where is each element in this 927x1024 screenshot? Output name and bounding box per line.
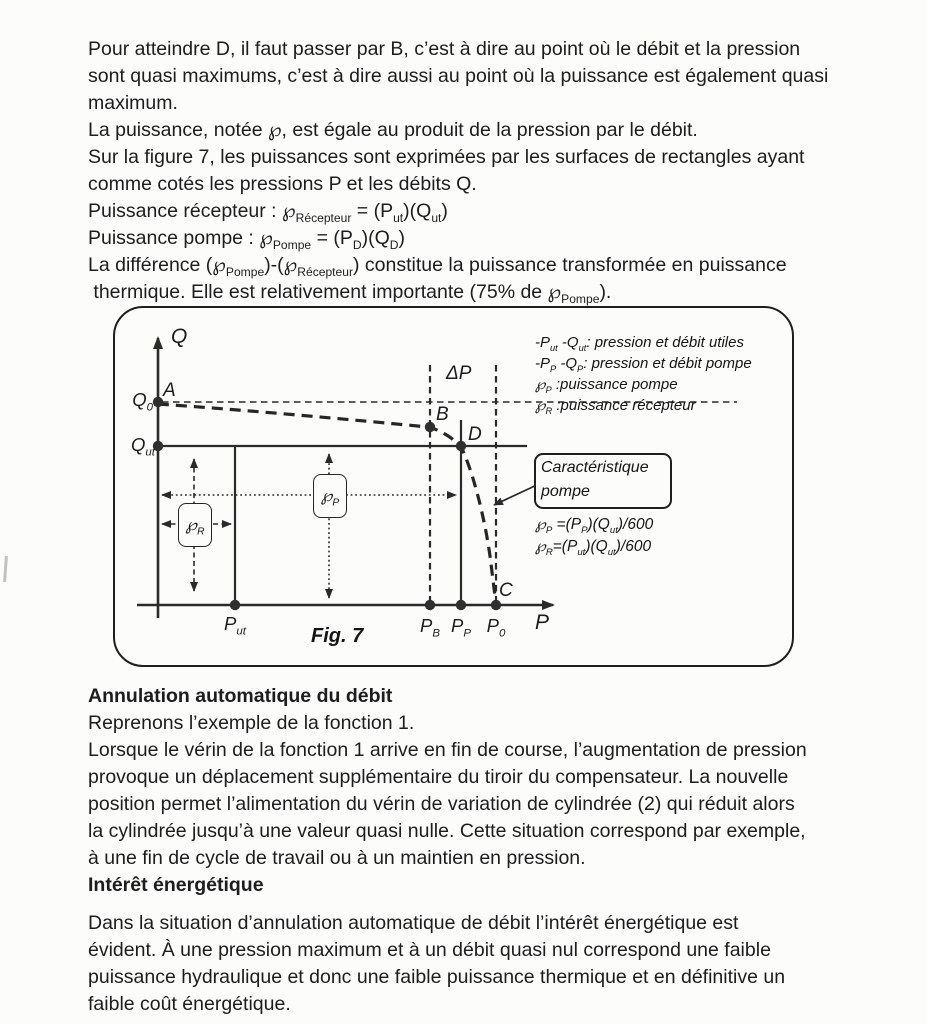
- delta-p-label: ΔP: [446, 363, 472, 384]
- y-axis-label: Q: [171, 325, 188, 348]
- paragraph-line: La différence $(℘_{Pompe})-(℘_{Récepteur})$ constitue la puissance transformée en puissance: [88, 254, 787, 279]
- power-pump-label: $℘_P$: [320, 487, 340, 509]
- paragraph-line: faible coût énergétique.: [88, 993, 291, 1015]
- x-axis-label: P: [535, 611, 550, 634]
- point-label-d: D: [468, 424, 482, 445]
- legend-line: $℘_R$ :puissance récepteur: [535, 397, 696, 416]
- intro-paragraph: [88, 36, 878, 306]
- tick-put: $P_{ut}$: [224, 613, 246, 638]
- tick-pp: $P_P$: [451, 615, 471, 640]
- power-receiver-box: [178, 503, 212, 547]
- scan-artifact: [3, 556, 8, 582]
- point-dot-put: [230, 600, 240, 610]
- power-receiver-label: $℘_R$: [185, 516, 205, 538]
- point-label-b: B: [436, 404, 449, 425]
- legend-line: $℘_P$ :puissance pompe: [535, 376, 678, 395]
- paragraph-line: évident. À une pression maximum et à un débit quasi nul correspond une faible: [88, 939, 771, 961]
- paragraph-line: maximum.: [88, 92, 178, 114]
- section-heading: Annulation automatique du débit: [88, 685, 393, 707]
- tick-q0: $Q_0$: [132, 389, 153, 414]
- figure-legend: [535, 332, 785, 416]
- point-dot-pb: [425, 600, 435, 610]
- callout-arrow: [494, 484, 539, 505]
- paragraph-line: comme cotés les pressions P et les débits Q.: [88, 173, 477, 195]
- legend-line: $-P_P$ $-Q_P$: pression et débit pompe: [535, 355, 752, 374]
- tick-pb: $P_B$: [420, 615, 440, 640]
- formula-line: $℘_R=(P_{ut})(Q_{ut})/600$: [535, 538, 652, 559]
- pump-characteristic-callout: [534, 453, 672, 509]
- paragraph-line: La puissance, notée ℘, est égale au produit de la pression par le débit.: [88, 119, 698, 141]
- figure-caption: Fig. 7: [311, 625, 364, 647]
- section-heading: Intérêt énergétique: [88, 874, 264, 896]
- power-formulas: [535, 514, 785, 558]
- formula-line: $℘_P =(P_P)(Q_{ut})/600$: [535, 516, 654, 537]
- paragraph-line: la cylindrée jusqu’à une valeur quasi nulle. Cette situation correspond par exemple,: [88, 820, 806, 842]
- paragraph-line: provoque un déplacement supplémentaire du tiroir du compensateur. La nouvelle: [88, 766, 789, 788]
- tick-p0: $P_0$: [486, 615, 506, 640]
- paragraph-line: à une fin de cycle de travail ou à un maintien en pression.: [88, 847, 586, 869]
- paragraph-line: sont quasi maximums, c’est à dire aussi au point où la puissance est également quasi: [88, 65, 829, 87]
- section-interet: [88, 872, 878, 1018]
- legend-line: $-P_{ut}$ $-Q_{ut}$: pression et débit utiles: [535, 334, 744, 353]
- point-dot-d: [456, 441, 466, 451]
- paragraph-line: position permet l’alimentation du vérin de variation de cylindrée (2) qui réduit alors: [88, 793, 795, 815]
- paragraph-line: Reprenons l’exemple de la fonction 1.: [88, 712, 415, 734]
- paragraph-line: Sur la figure 7, les puissances sont exprimées par les surfaces de rectangles ayant: [88, 146, 805, 168]
- callout-line: pompe: [541, 483, 590, 500]
- callout-line: Caractéristique: [541, 459, 649, 476]
- paragraph-line: Pour atteindre D, il faut passer par B, c’est à dire au point où le débit et la pression: [88, 38, 801, 60]
- point-dot-a: [153, 397, 163, 407]
- paragraph-line: puissance hydraulique et donc une faible puissance thermique et en définitive un: [88, 966, 786, 988]
- figure-7-frame: [113, 306, 794, 667]
- point-dot-pp: [456, 600, 466, 610]
- section-annulation: [88, 683, 878, 872]
- tick-qut: $Q_{ut}$: [131, 434, 155, 459]
- paragraph-line: Dans la situation d’annulation automatique de débit l’intérêt énergétique est: [88, 912, 739, 934]
- paragraph-line: Puissance récepteur : $℘_{Récepteur} = (P_{ut})(Q_{ut})$: [88, 200, 448, 225]
- power-pump-box: [313, 474, 347, 518]
- paragraph-line: Puissance pompe : $℘_{Pompe} = (P_D)(Q_D)$: [88, 227, 406, 252]
- point-label-c: C: [499, 580, 513, 601]
- paragraph-line: thermique. Elle est relativement importante (75% de $℘_{Pompe}$).: [88, 281, 612, 306]
- paragraph-line: Lorsque le vérin de la fonction 1 arrive en fin de course, l’augmentation de pression: [88, 739, 807, 761]
- point-dot-b: [425, 422, 435, 432]
- point-label-a: A: [163, 380, 176, 401]
